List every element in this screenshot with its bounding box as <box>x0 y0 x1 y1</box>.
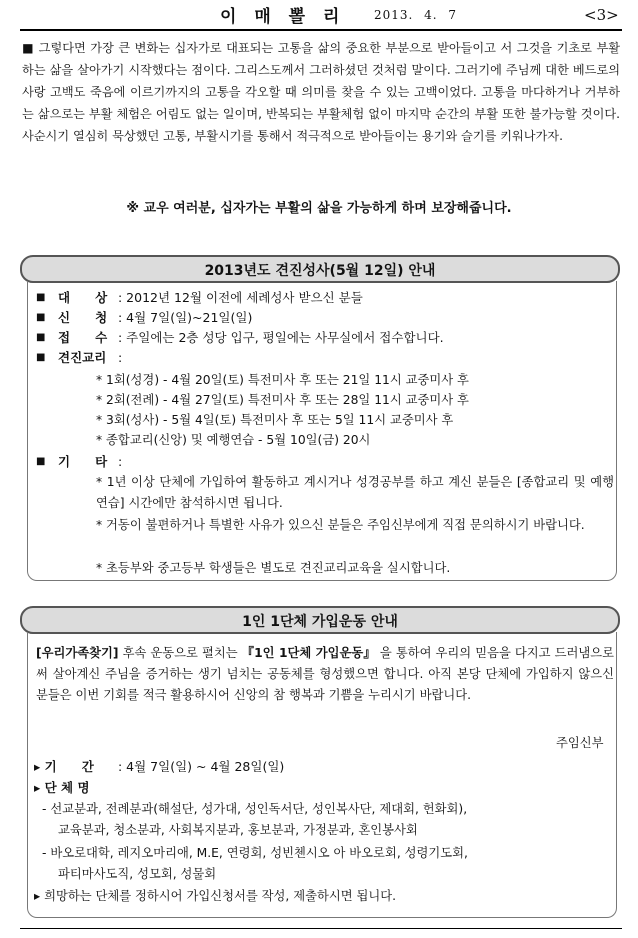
footer-divider <box>20 928 622 929</box>
item-value: : 2012년 12월 이전에 세례성사 받으신 분들 <box>118 290 363 305</box>
group-line: - 선교분과, 전례분과(해설단, 성가대, 성인독서단, 성인복사단, 제대회, 헌화회), <box>42 802 468 816</box>
intro-quote: 『1인 1단체 가입운동』 <box>241 646 376 660</box>
schedule-line: * 1회(성경) - 4월 20일(토) 특전미사 후 또는 21일 11시 교중미사 후 <box>96 373 469 387</box>
item-label: 견진교리 <box>58 350 107 365</box>
etc-note: * 초등부와 중고등부 학생들은 별도로 견진교리교육을 실시합니다. <box>96 561 451 575</box>
bullet-icon: ■ <box>36 332 46 343</box>
bullet-icon: ■ <box>36 456 46 467</box>
group-line: - 바오로대학, 레지오마리애, M.E, 연령회, 성빈첸시오 아 바오로회, 성령기도회, <box>42 846 468 860</box>
closing-note: ▸ 희망하는 단체를 정하시어 가입신청서를 작성, 제출하시면 됩니다. <box>34 889 397 903</box>
item-value: : 주일에는 2층 성당 입구, 평일에는 사무실에서 접수합니다. <box>118 330 444 345</box>
intro-text: 을 통하여 우리의 믿음을 다지고 드러냄으로써 살아계신 주님을 증거하는 생기 넘치는 공동체를 형성했으면 합니다. 아직 본당 단체에 가입하지 않으신 분들은 이번 기회를 적극 활용하시어 신앙의 참 행복과 기쁨을 누리시기 바랍니다. <box>36 646 614 702</box>
group-line: 교육분과, 청소분과, 사회복지분과, 홍보분과, 가정분과, 혼인봉사회 <box>58 823 418 837</box>
bullet-icon: ■ <box>36 292 46 303</box>
signature: 주임신부 <box>556 736 604 750</box>
item-colon: : <box>118 454 123 469</box>
item-value: : <box>118 350 123 365</box>
bullet-icon: ■ <box>36 352 46 363</box>
intro-paragraph: ■ 그렇다면 가장 큰 변화는 십자가로 대표되는 고통을 삶의 중요한 부분으로 받아들이고 서 그것을 기초로 부활하는 삶을 살아가기 시작했다는 점이다. 그리스도께서 그러하셨던 것처럼 말이다. 그러기에 주님께 대한 베드로의 사랑 고백도 죽음에 이르기까지의 고통을 각오할 때 의미를 찾을 수 있는 고백이었다. 고통을 마다하거나 거부하는 삶으로는 부활 체험은 어림도 없는 일이며, 반복되는 부활체험 없이 마지막 순간의 부활 또한 불가능할 것이다. 사순시기 열심히 묵상했던 고통, 부활시기를 통해서 적극적으로 받아들이는 용기와 슬기를 키워나가자. <box>22 41 620 143</box>
intro-bold: [우리가족찾기] <box>36 646 119 660</box>
item-label: 접 수 <box>58 330 108 345</box>
header-divider <box>20 29 622 31</box>
page-number: <3> <box>584 6 619 24</box>
item-label: 기 타 <box>58 454 108 469</box>
section-confirmation-title: 2013년도 견진성사(5월 12일) 안내 <box>20 255 620 283</box>
intro-text: 후속 운동으로 펼치는 <box>118 646 242 660</box>
item-label: 대 상 <box>58 290 108 305</box>
section-group-title: 1인 1단체 가입운동 안내 <box>20 606 620 634</box>
bulletin-title: 이 매 뽈 리 <box>220 7 346 27</box>
item-label: 신 청 <box>58 310 108 325</box>
schedule-line: * 종합교리(신앙) 및 예행연습 - 5월 10일(금) 20시 <box>96 433 371 447</box>
etc-note: * 1년 이상 단체에 가입하여 활동하고 계시거나 성경공부를 하고 계신 분들은 [종합교리 및 예행연습] 시간에만 참석하시면 됩니다. <box>96 475 614 510</box>
item-value: : 4월 7일(일)~21일(일) <box>118 310 253 325</box>
bullet-icon: ■ <box>36 312 46 323</box>
period-value: : 4월 7일(일) ~ 4월 28일(일) <box>118 759 285 774</box>
schedule-line: * 3회(성사) - 5월 4일(토) 특전미사 후 또는 5일 11시 교중미사 후 <box>96 413 454 427</box>
groups-label: ▸ 단 체 명 <box>34 780 90 795</box>
intro-emphasis: ※ 교우 여러분, 십자가는 부활의 삶을 가능하게 하며 보장해줍니다. <box>126 201 512 216</box>
group-line: 파티마사도직, 성모회, 성물회 <box>58 867 217 881</box>
group-intro <box>36 643 614 706</box>
schedule-line: * 2회(전례) - 4월 27일(토) 특전미사 후 또는 28일 11시 교중미사 후 <box>96 393 469 407</box>
period-label: ▸ 기 간 <box>34 759 94 774</box>
etc-note: * 거동이 불편하거나 특별한 사유가 있으신 분들은 주임신부에게 직접 문의하시기 바랍니다. <box>96 518 585 532</box>
issue-date: 2013. 4. 7 <box>374 8 458 22</box>
page-header <box>20 0 622 30</box>
